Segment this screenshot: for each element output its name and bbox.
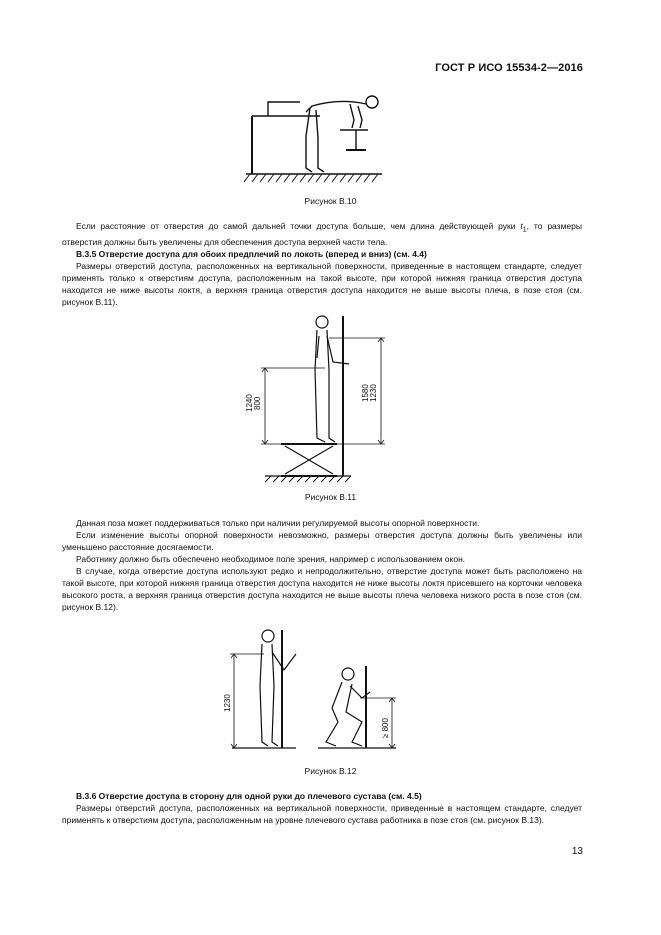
figure-b10-drawing [240, 88, 390, 188]
paragraph-b35-sizes: Размеры отверстий доступа, расположенных на вертикальной поверхности, приведенные в настоящем стандарте, следует применять только к отверстиям доступа, расположенным на такой высоте, при которой нижняя граница отверстия доступа находится не ниже высоты локтя, а верхняя граница отверстия доступа находится не выше высоты плеча, в позе стоя (см. рисунок В.11). [62, 260, 582, 307]
paragraph-field-of-view: Работнику должно быть обеспечено необходимое поле зрения, например с использованием окон. [76, 554, 466, 564]
document-code: ГОСТ Р ИСО 15534-2—2016 [435, 62, 583, 74]
paragraph-rare-access: В случае, когда отверстие доступа используют редко и непродолжительно, отверстие доступа может быть расположено на такой высоте, при которой нижняя граница отверстия доступа находится не ниже высоты локтя присевшего на корточки человека высокого роста, а верхняя граница отверстия доступа находится не выше высоты плеча человека низкого роста в позе стоя (см. рисунок В.12). [62, 566, 582, 612]
paragraph-arm-length: Если расстояние от отверстия до самой дальней точки доступа больше, чем длина действующей руки $t_1$, то размеры отверстия должны быть увеличены для обеспечения доступа верхней части тела. [62, 221, 582, 247]
dim-800-crouching: ≥ 800 [381, 718, 390, 738]
figure-b12-caption: Рисунок В.12 [304, 766, 357, 776]
paragraph-b36-sizes: Размеры отверстий доступа, расположенных на вертикальной поверхности, приведенные в настоящем стандарте, следует применять к отверстиям доступа, расположенным на уровне плечевого сустава работника в позе стоя (см. рисунок В.13). [62, 803, 582, 825]
dim-1230-standing: 1230 [223, 694, 232, 712]
paragraph-adjustable-height: Данная поза может поддерживаться только при наличии регулируемой высоты опорной поверхности. [76, 518, 480, 528]
section-heading-b36: В.3.6 Отверстие доступа в сторону для одной руки до плечевого сустава (см. 4.5) [76, 791, 422, 801]
figure-b11-drawing [225, 312, 405, 484]
section-heading-b35: В.3.5 Отверстие доступа для обоих предплечий по локоть (вперед и вниз) (см. 4.4) [76, 248, 427, 259]
text-block-1 [62, 220, 582, 308]
paragraph-height-change: Если изменение высоты опорной поверхности невозможно, размеры отверстия доступа должны быть увеличены или уменьшено расстояние досягаемости. [62, 530, 582, 552]
dim-1230: 1230 [369, 384, 378, 402]
dim-800: 800 [253, 396, 262, 410]
figure-b10-caption: Рисунок В.10 [304, 196, 357, 206]
figure-b11-caption: Рисунок В.11 [304, 492, 357, 502]
text-block-3 [62, 790, 582, 826]
dim-1580: 1580 [361, 384, 370, 402]
text-block-2 [62, 517, 582, 613]
figure-b12-drawing [220, 626, 420, 756]
page-number: 13 [571, 846, 583, 857]
dim-1240: 1240 [245, 394, 254, 412]
